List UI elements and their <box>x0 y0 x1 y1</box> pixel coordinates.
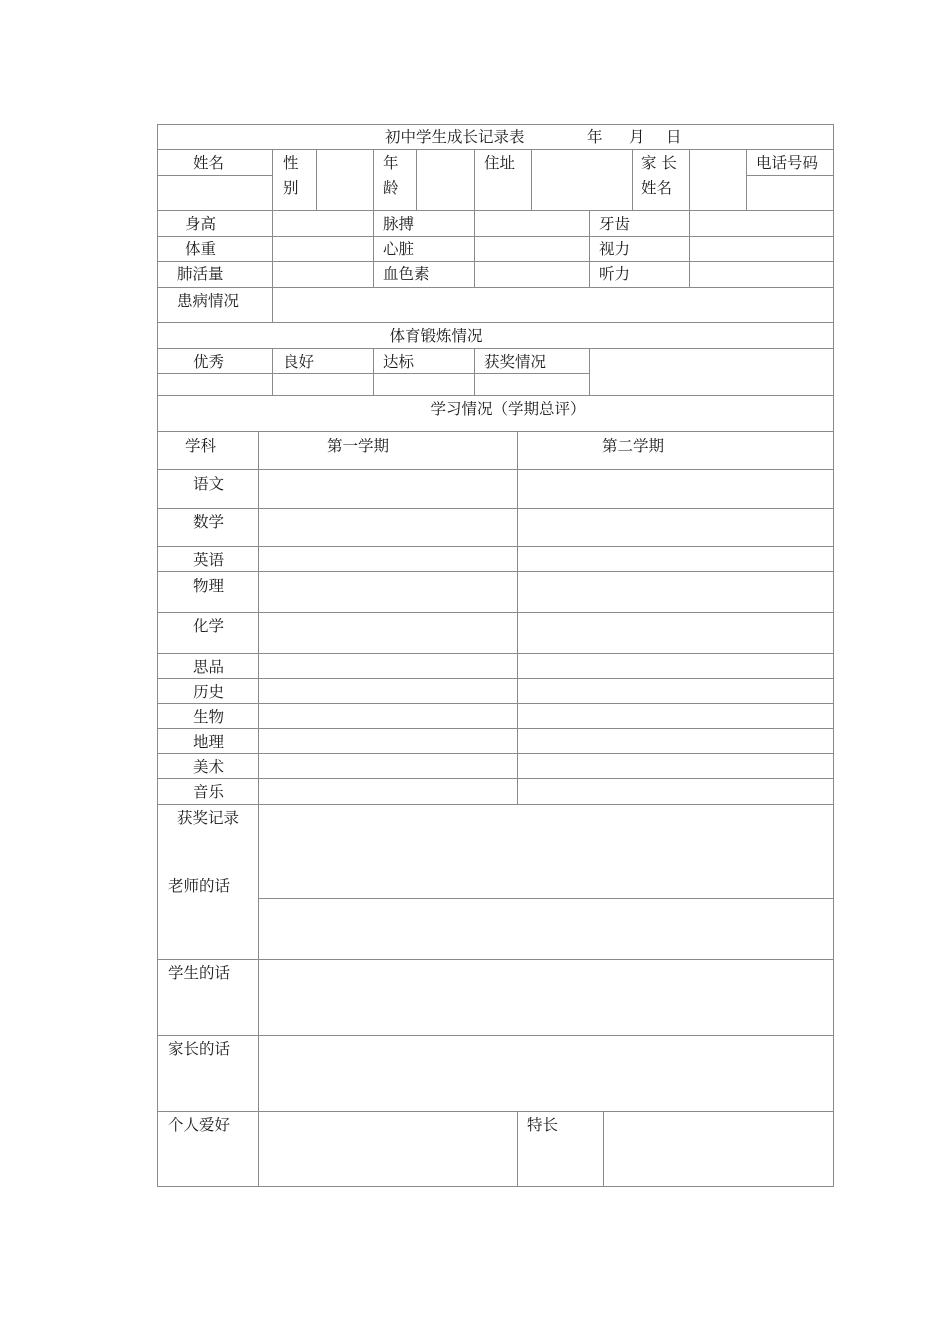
subject-music: 音乐 <box>193 783 225 801</box>
date-day-label: 日 <box>666 128 682 146</box>
grid-line <box>746 149 747 210</box>
lung-capacity-label: 肺活量 <box>177 265 224 283</box>
phone-label: 电话号码 <box>756 154 819 172</box>
grid-line <box>517 1111 518 1186</box>
sports-awards-label: 获奖情况 <box>484 353 547 371</box>
grid-line <box>157 287 834 288</box>
specialty-label: 特长 <box>527 1116 559 1134</box>
award-record-label: 获奖记录 <box>177 809 240 827</box>
grid-line <box>517 431 518 804</box>
grid-line <box>689 210 690 287</box>
grid-line <box>258 431 259 1186</box>
grid-line <box>474 348 475 395</box>
date-month-label: 月 <box>629 128 645 146</box>
age-label-line2: 龄 <box>383 179 399 197</box>
parent-name-label-line2: 姓名 <box>641 179 673 197</box>
grid-line <box>373 210 374 287</box>
grid-line <box>157 1186 834 1187</box>
grid-line <box>474 210 475 287</box>
subject-math: 数学 <box>193 513 225 531</box>
subject-english: 英语 <box>193 551 225 569</box>
student-words-label: 学生的话 <box>168 964 231 982</box>
subject-chinese: 语文 <box>193 475 225 493</box>
grid-line <box>589 210 590 287</box>
grid-line <box>689 149 690 210</box>
subject-physics: 物理 <box>193 577 225 595</box>
grid-line <box>272 210 273 322</box>
grid-line <box>373 149 374 210</box>
grid-line <box>272 348 273 395</box>
grid-line <box>316 149 317 210</box>
grid-line <box>474 149 475 210</box>
grid-line <box>632 149 633 210</box>
grid-line <box>833 124 834 1187</box>
grid-line <box>531 149 532 210</box>
grid-line <box>746 175 834 176</box>
hearing-label: 听力 <box>599 265 631 283</box>
heart-label: 心脏 <box>383 240 415 258</box>
grid-line <box>272 149 273 210</box>
grid-line <box>603 1111 604 1186</box>
term2-header: 第二学期 <box>602 437 665 455</box>
teacher-words-label: 老师的话 <box>168 877 231 895</box>
sports-good-label: 良好 <box>283 353 315 371</box>
parent-name-label-line1: 家 长 <box>641 154 677 172</box>
grid-line <box>157 395 834 396</box>
parent-words-label: 家长的话 <box>168 1040 231 1058</box>
grid-line <box>157 149 834 150</box>
grid-line <box>157 236 834 237</box>
name-label: 姓名 <box>193 154 225 172</box>
term1-header: 第一学期 <box>327 437 390 455</box>
grid-line <box>157 261 834 262</box>
grid-line <box>157 175 272 176</box>
subject-history: 历史 <box>193 683 225 701</box>
subject-geography: 地理 <box>193 733 225 751</box>
grid-line <box>373 348 374 395</box>
sports-pass-label: 达标 <box>383 353 415 371</box>
subject-art: 美术 <box>193 758 225 776</box>
subject-chemistry: 化学 <box>193 617 225 635</box>
hemoglobin-label: 血色素 <box>383 265 430 283</box>
age-label-line1: 年 <box>383 154 399 172</box>
sports-excellent-label: 优秀 <box>193 353 225 371</box>
pulse-label: 脉搏 <box>383 215 415 233</box>
grid-line <box>157 322 834 323</box>
height-label: 身高 <box>185 215 217 233</box>
form-title: 初中学生成长记录表 <box>385 128 525 146</box>
grid-line <box>589 348 590 395</box>
grid-line <box>416 149 417 210</box>
grid-line <box>157 124 158 1187</box>
date-year-label: 年 <box>587 128 603 146</box>
illness-label: 患病情况 <box>177 292 240 310</box>
weight-label: 体重 <box>185 240 217 258</box>
sports-heading: 体育锻炼情况 <box>389 327 483 345</box>
subject-header: 学科 <box>185 437 217 455</box>
subject-biology: 生物 <box>193 708 225 726</box>
grid-line <box>157 348 834 349</box>
teeth-label: 牙齿 <box>599 215 631 233</box>
grid-line <box>157 124 834 125</box>
vision-label: 视力 <box>599 240 631 258</box>
gender-label-line2: 别 <box>283 179 299 197</box>
address-label: 住址 <box>484 154 516 172</box>
subject-morality: 思品 <box>193 658 225 676</box>
gender-label-line1: 性 <box>283 154 299 172</box>
hobby-label: 个人爱好 <box>168 1116 231 1134</box>
grid-line <box>157 210 834 211</box>
study-heading: 学习情况（学期总评） <box>430 400 586 418</box>
grid-line <box>258 898 834 899</box>
